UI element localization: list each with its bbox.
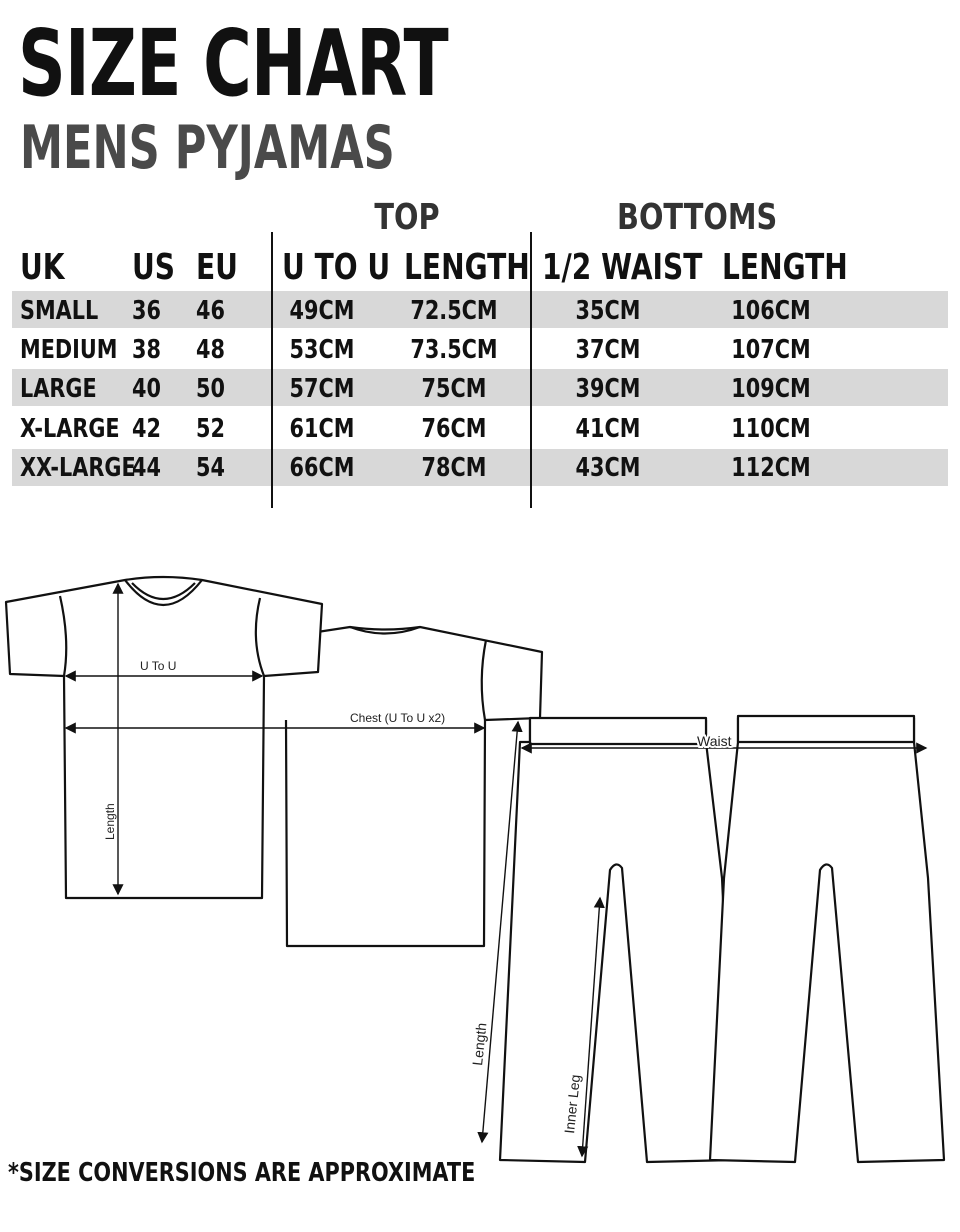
label-inner-leg: Inner Leg [561, 1073, 584, 1135]
group-header-top: TOP [374, 197, 440, 238]
tshirt-back-outline [265, 627, 542, 946]
cell-top-length: 75CM [421, 374, 487, 404]
cell-top-length: 76CM [421, 414, 487, 444]
col-header-eu: EU [196, 247, 238, 288]
cell-eu: 46 [196, 296, 225, 326]
cell-top-length: 73.5CM [410, 335, 498, 365]
cell-uk: XX-LARGE [20, 453, 136, 483]
cell-bottom-length: 106CM [731, 296, 811, 326]
cell-half-waist: 35CM [575, 296, 641, 326]
cell-u-to-u: 61CM [289, 414, 355, 444]
label-u-to-u: U To U [140, 659, 177, 673]
cell-u-to-u: 49CM [289, 296, 355, 326]
col-header-half-waist: 1/2 WAIST [542, 247, 703, 288]
cell-eu: 52 [196, 414, 225, 444]
col-header-uk: UK [20, 247, 65, 288]
tshirt-front-outline [6, 577, 322, 898]
cell-half-waist: 43CM [575, 453, 641, 483]
cell-u-to-u: 53CM [289, 335, 355, 365]
cell-u-to-u: 66CM [289, 453, 355, 483]
label-waist: Waist [697, 733, 732, 749]
page-subtitle: MENS PYJAMAS [20, 113, 395, 183]
cell-us: 36 [132, 296, 161, 326]
cell-us: 38 [132, 335, 161, 365]
cell-half-waist: 37CM [575, 335, 641, 365]
cell-top-length: 78CM [421, 453, 487, 483]
trousers-right-outline [710, 718, 944, 1162]
cell-bottom-length: 107CM [731, 335, 811, 365]
cell-us: 44 [132, 453, 161, 483]
cell-eu: 48 [196, 335, 225, 365]
cell-bottom-length: 112CM [731, 453, 811, 483]
label-chest: Chest (U To U x2) [350, 711, 446, 725]
footnote: *SIZE CONVERSIONS ARE APPROXIMATE [8, 1158, 476, 1188]
cell-eu: 54 [196, 453, 225, 483]
col-header-us: US [132, 247, 176, 288]
label-bottom-length: Length [469, 1022, 490, 1067]
cell-bottom-length: 109CM [731, 374, 811, 404]
cell-us: 42 [132, 414, 161, 444]
col-header-top-length: LENGTH [404, 247, 530, 288]
cell-uk: MEDIUM [20, 335, 118, 365]
label-top-length: Length [103, 803, 117, 840]
trousers-left-outline [500, 720, 735, 1162]
cell-top-length: 72.5CM [410, 296, 498, 326]
cell-uk: SMALL [20, 296, 99, 326]
page-title: SIZE CHART [18, 10, 449, 117]
cell-us: 40 [132, 374, 161, 404]
cell-uk: LARGE [20, 374, 97, 404]
group-header-bottoms: BOTTOMS [617, 197, 778, 238]
cell-bottom-length: 110CM [731, 414, 811, 444]
cell-half-waist: 41CM [575, 414, 641, 444]
col-header-u-to-u: U TO U [282, 247, 391, 288]
cell-eu: 50 [196, 374, 225, 404]
col-header-bottom-length: LENGTH [722, 247, 848, 288]
cell-half-waist: 39CM [575, 374, 641, 404]
cell-uk: X-LARGE [20, 414, 120, 444]
cell-u-to-u: 57CM [289, 374, 355, 404]
